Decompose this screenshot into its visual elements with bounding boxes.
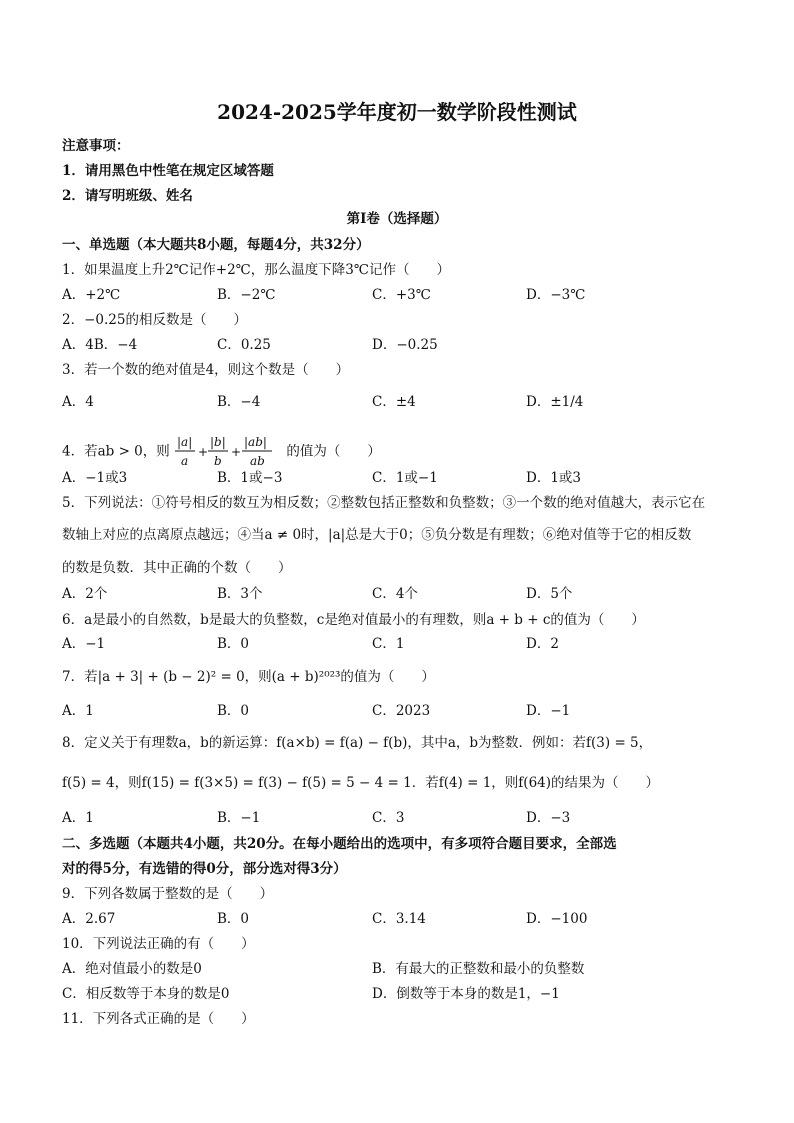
option-a: A．2个 [62,586,108,602]
option-c: C．0.25 [217,337,271,353]
option-d: D．5个 [526,586,573,602]
option-c: C．+3℃ [372,287,431,303]
option-b: B．1或−3 [217,470,283,486]
question-stem: 1．如果温度上升2℃记作+2℃，那么温度下降3℃记作（ ） [62,262,450,278]
question-stem: 10．下列说法正确的有（ ） [62,936,255,952]
option-d: D．−100 [526,911,588,927]
option-ab: A．4B．−4 [62,337,138,353]
option-b: B．0 [217,703,250,719]
option-b: B．−2℃ [217,287,276,303]
question-stem-line: 5．下列说法：①符号相反的数互为相反数；②整数包括正整数和负整数；③一个数的绝对值越大，表示它在 [62,495,706,511]
option-a: A．绝对值最小的数是0 [62,961,202,977]
option-a: A．+2℃ [62,287,121,303]
option-d: D．−0.25 [372,337,438,353]
option-d: D．±1/4 [526,394,584,410]
svg-text:+: + [231,445,242,459]
option-b: B．有最大的正整数和最小的负整数 [372,961,585,977]
question-stem: 9．下列各数属于整数的是（ ） [62,886,274,902]
option-c: C．2023 [372,703,431,719]
option-c: C．±4 [372,394,416,410]
option-b: B．0 [217,636,250,652]
option-d: D．−1 [526,703,571,719]
stem-prefix: 4．若ab > 0，则 [62,443,170,460]
option-c: C．相反数等于本身的数是0 [62,986,230,1002]
option-c: C．1 [372,636,405,652]
section-heading: 一、单选题（本大题共8小题，每题4分，共32分） [62,237,370,253]
option-c: C．3 [372,810,405,826]
notice-heading: 注意事项： [62,138,130,154]
option-d: D．−3℃ [526,287,586,303]
option-b: B．3个 [217,586,263,602]
question-stem-line: 的数是负数．其中正确的个数（ ） [62,560,292,576]
option-d: D．2 [526,636,559,652]
option-a: A．−1或3 [62,470,128,486]
svg-text:+: + [198,445,209,459]
option-a: A．2.67 [62,911,116,927]
option-a: A．1 [62,810,94,826]
option-c: C．4个 [372,586,418,602]
question-stem: 2．−0.25的相反数是（ ） [62,312,247,328]
option-d: D．倒数等于本身的数是1，−1 [372,986,560,1002]
option-c: C．3.14 [372,911,426,927]
option-d: D．−3 [526,810,571,826]
svg-text:|a|: |a| [177,435,193,449]
option-d: D．1或3 [526,470,582,486]
question-stem-line: f(5) = 4，则f(15) = f(3×5) = f(3) − f(5) = 5 − 4 = 1．若f(4) = 1，则f(64)的结果为（ ） [62,775,660,791]
question-stem-line: 数轴上对应的点离原点越远；④当a ≠ 0时，|a|总是大于0；⑤负分数是有理数；⑥绝对值等于它的相反数 [62,527,692,543]
svg-text:a: a [181,454,189,468]
section-heading: 二、多选题（本题共4小题，共20分。在每小题给出的选项中，有多项符合题目要求，全部选 [62,836,617,852]
svg-text:b: b [214,454,222,468]
question-stem: 11．下列各式正确的是（ ） [62,1011,255,1027]
question-stem: 6．a是最小的自然数，b是最大的负整数，c是绝对值最小的有理数，则a + b + c的值为（ ） [62,612,645,628]
option-a: A．4 [62,394,94,410]
svg-text:|ab|: |ab| [244,435,267,449]
question-stem: 7．若|a + 3| + (b − 2)² = 0，则(a + b)²⁰²³的值为（ ） [62,669,435,685]
page-title: 2024-2025学年度初一数学阶段性测试 [217,100,577,124]
question-stem: 3．若一个数的绝对值是4，则这个数是（ ） [62,362,350,378]
option-b: B．−1 [217,810,261,826]
option-b: B．−4 [217,394,261,410]
notice-item: 2．请写明班级、姓名 [62,188,193,204]
svg-text:ab: ab [250,454,265,468]
notice-item: 1．请用黑色中性笔在规定区域答题 [62,163,274,179]
svg-text:|b|: |b| [210,435,226,449]
option-c: C．1或−1 [372,470,438,486]
question-stem-line: 8．定义关于有理数a，b的新运算：f(a×b) = f(a) − f(b)，其中a，b为整数．例如：若f(3) = 5， [62,735,653,751]
part-heading: 第Ⅰ卷（选择题） [346,211,448,227]
option-a: A．−1 [62,636,106,652]
stem-suffix: 的值为（ ） [286,443,381,460]
option-b: B．0 [217,911,250,927]
option-a: A．1 [62,703,94,719]
section-heading: 对的得5分，有选错的得0分，部分选对得3分） [62,861,347,877]
